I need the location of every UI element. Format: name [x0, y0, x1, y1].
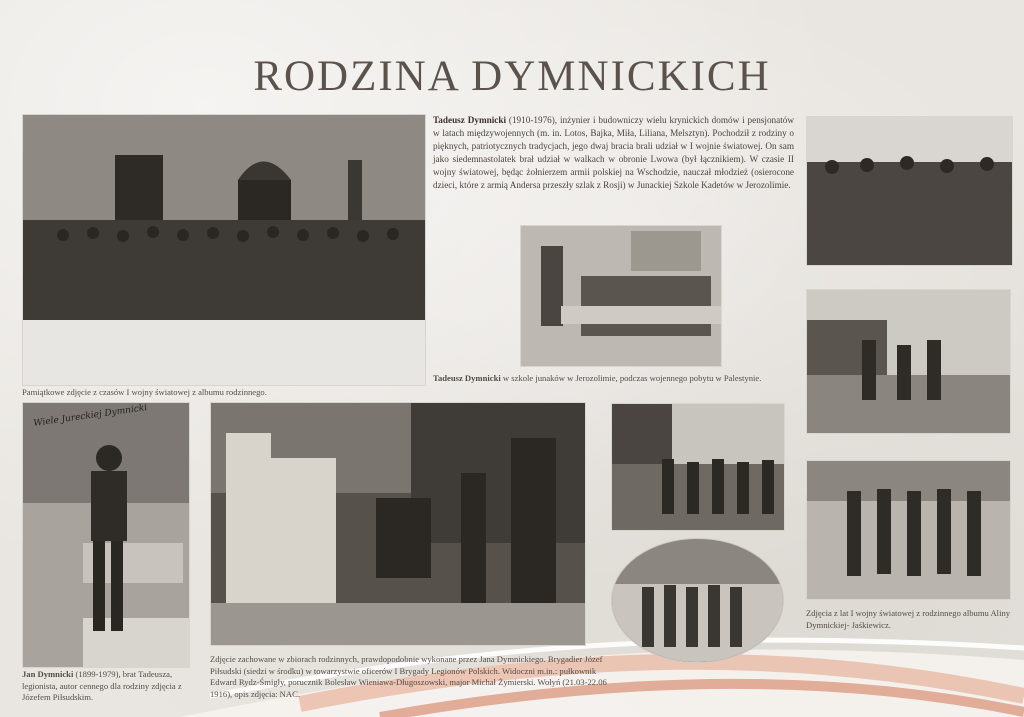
caption-jan-text: (1899-1979), brat Tadeusza, legionista, autor cennego dla rodziny zdjęcia z Józefem Piłsudskim. [22, 669, 182, 703]
intro-paragraph [433, 114, 794, 192]
caption-pilsudski: Zdjęcie zachowane w zbiorach rodzinnych, prawdopodobnie wykonane przez Jana Dymnickiego. Brygadier Józef Piłsudski (siedzi w środku) w towarzystwie oficerów I Brygady Legionów Polskich. Widoczni m.in.: pułkownik Edward Rydz-Śmigły, porucznik Bolesław Wieniawa-Długoszowski, major Michał Żymierski. Wołyń (21.03-22.06 1916), opis zdjęcia: NAC. [210, 654, 607, 699]
photo-soldiers-outdoor [611, 403, 785, 531]
photo-soldiers-right-bottom [806, 460, 1011, 600]
caption-school-name: Tadeusz Dymnicki [433, 373, 501, 383]
handwritten-signature: Wiele Jureckiej Dymnicki [32, 403, 148, 429]
photo-soldiers-right-top [806, 116, 1013, 266]
caption-jan [22, 669, 202, 704]
caption-album: Zdjęcia z lat I wojny światowej z rodzinnego albumu Aliny Dymnickiej- Jaśkiewicz. [806, 608, 1011, 630]
caption-jan-name: Jan Dymnicki [22, 669, 74, 679]
intro-text: (1910-1976), inżynier i budowniczy wielu krynickich domów i pensjonatów w latach międzywojennych (m. in. Lotos, Bajka, Miła, Liliana, Melsztyn). Pochodził z rodziny o pięknych, patriotycznych tradycjach, jego dwaj bracia brali udział w I wojnie światowej. On sam jako siedemnastolatek brał udział w walkach w obronie Lwowa (był łącznikiem). W czasie II wojny światowej, będąc żołnierzem armii polskiej na Wschodzie, nauczał młodzież (osierocone dzieci, które z armią Andersa przeszły szlak z Rosji) w Junackiej Szkole Kadetów w Jerozolimie. [433, 115, 794, 191]
caption-group-photo: Pamiątkowe zdjęcie z czasów I wojny światowej z albumu rodzinnego. [22, 387, 267, 397]
photo-pilsudski-officers [210, 402, 586, 646]
caption-school-text: w szkole junaków w Jerozolimie, podczas wojennego pobytu w Palestynie. [500, 373, 762, 383]
photo-jan-dymnicki [22, 402, 190, 668]
page-title: RODZINA DYMNICKICH [253, 53, 771, 100]
photo-school-jerusalem [520, 225, 722, 367]
caption-school [433, 373, 803, 385]
photo-group-wwi [22, 114, 426, 386]
photo-village-soldiers [806, 289, 1011, 434]
intro-name: Tadeusz Dymnicki [433, 115, 506, 125]
photo-oval-soldiers [611, 538, 784, 663]
